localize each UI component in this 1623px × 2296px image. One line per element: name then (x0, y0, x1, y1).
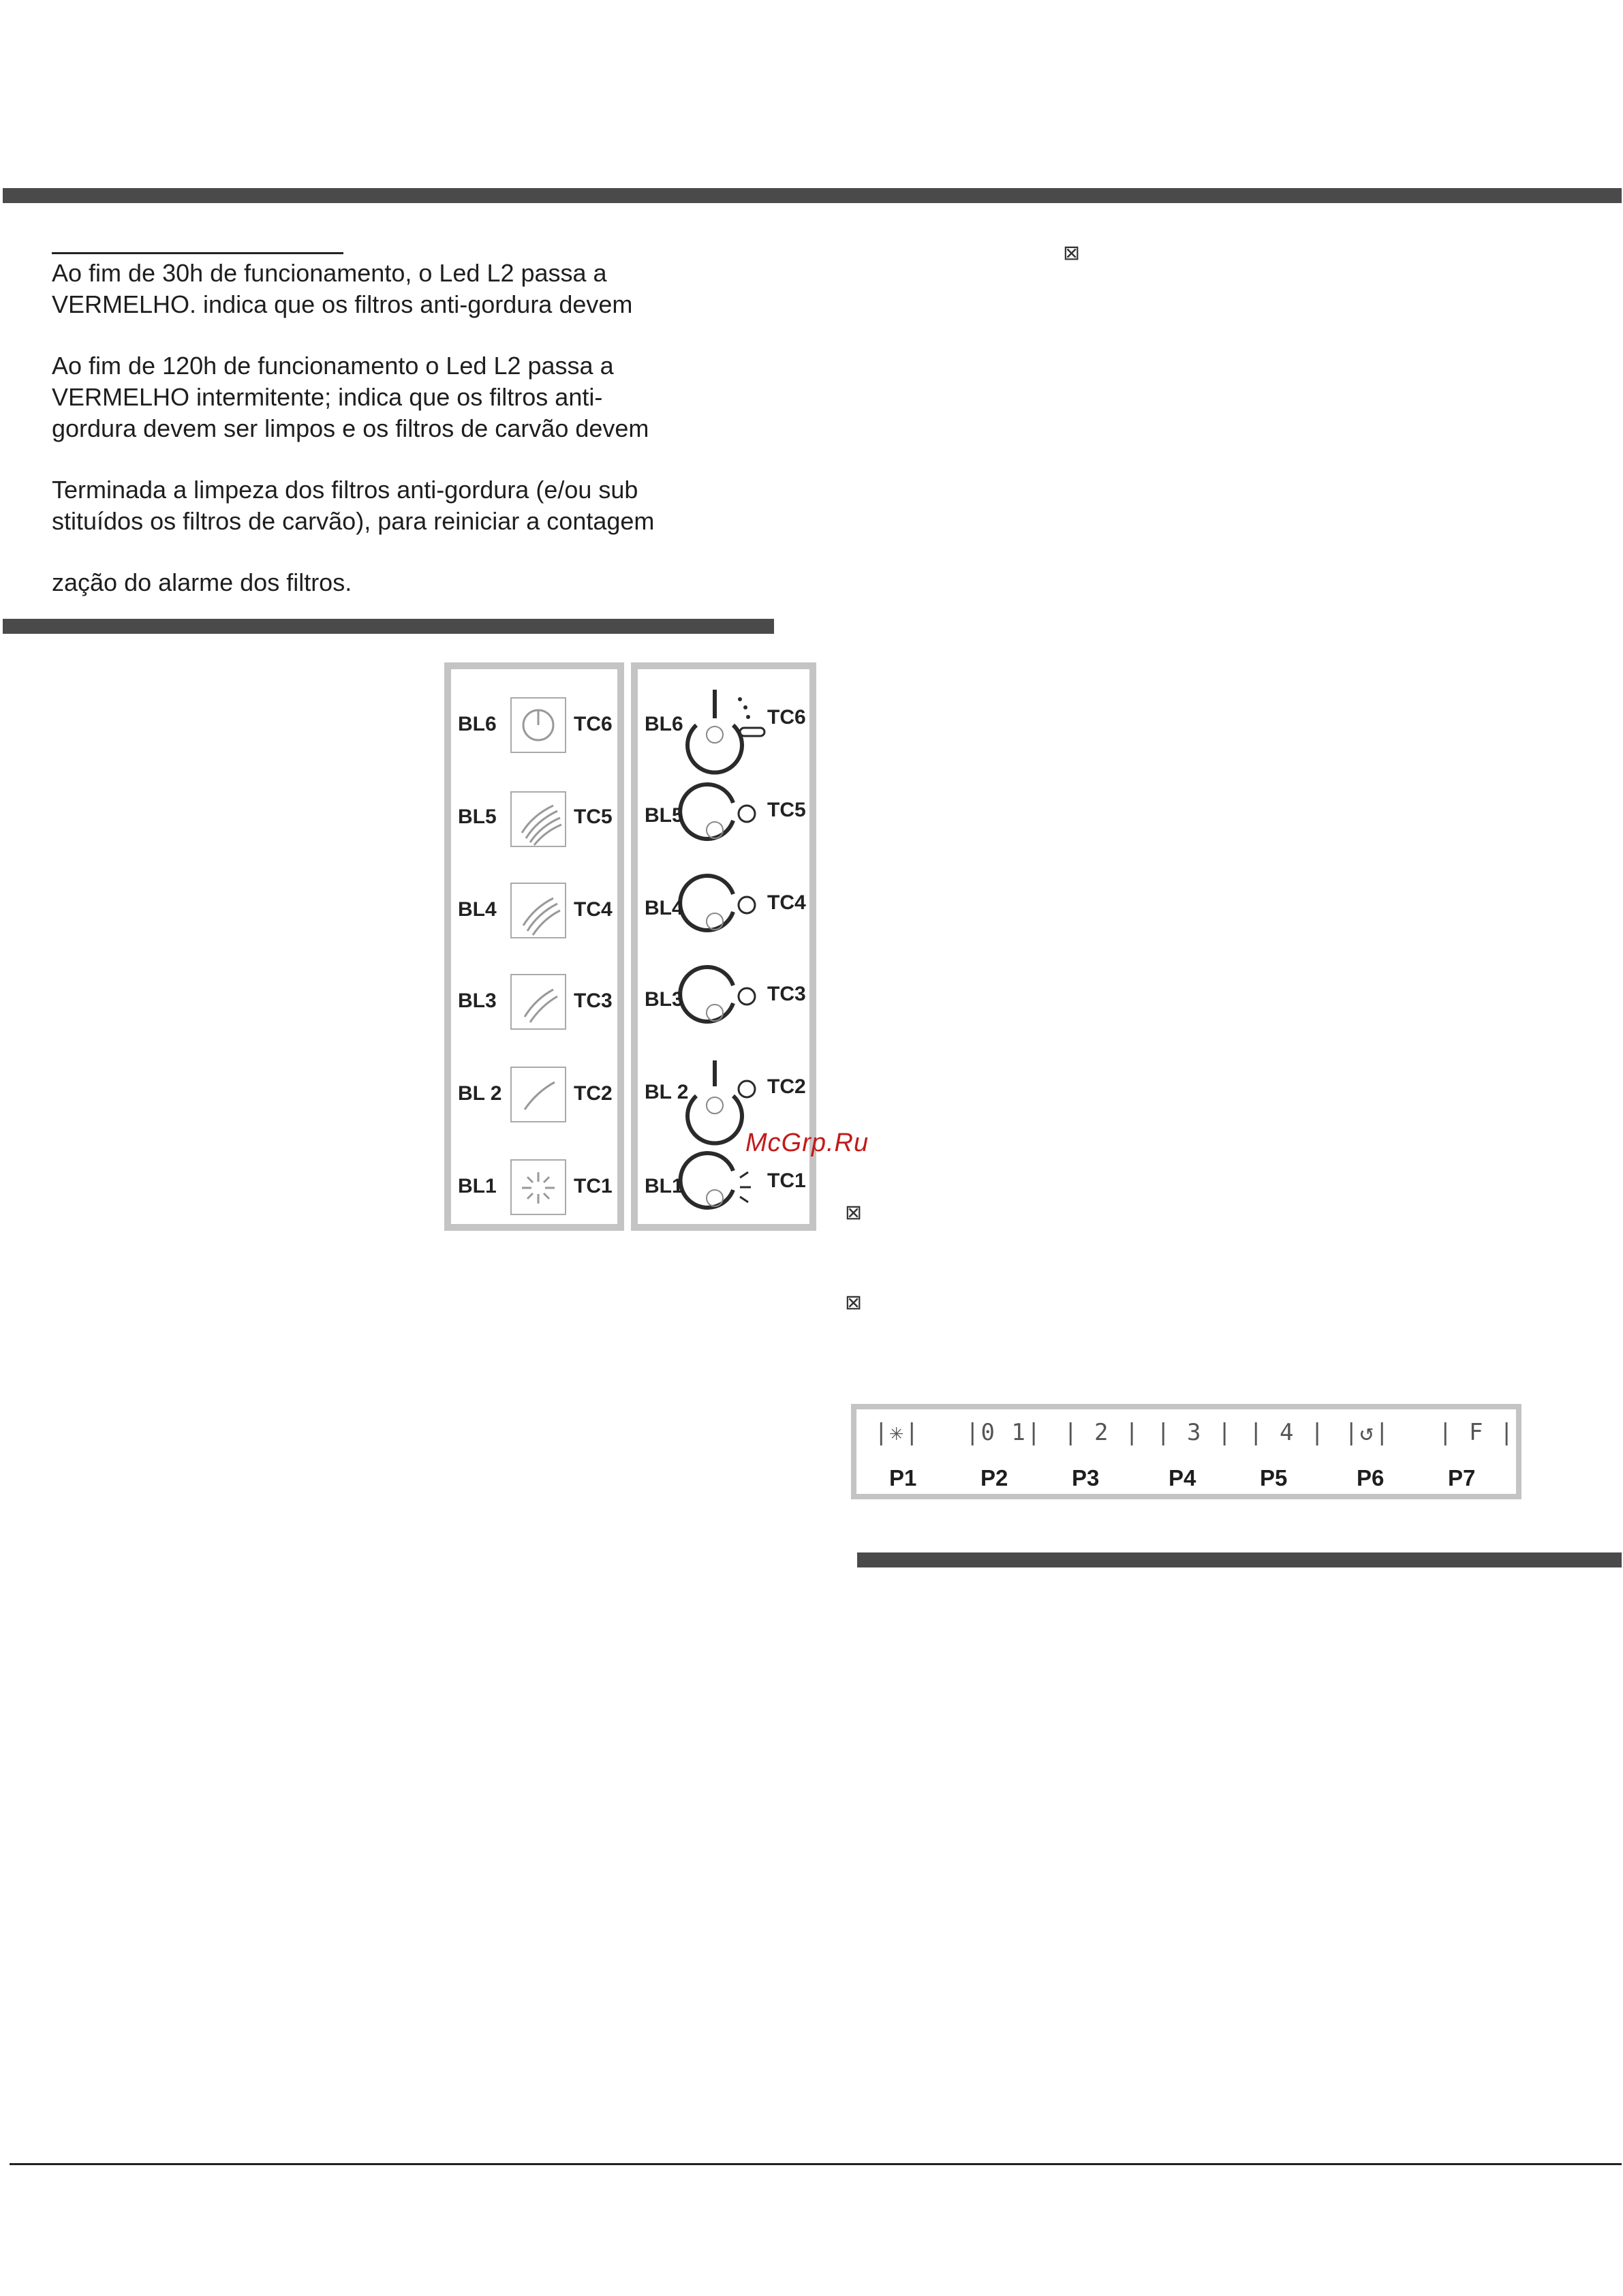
tc1-label: TC1 (574, 1175, 613, 1197)
r-tc6-label: TC6 (767, 706, 806, 729)
control-panel-left (444, 662, 624, 1231)
r-bl3-label: BL3 (645, 988, 683, 1011)
label-p3: P3 (1072, 1465, 1100, 1490)
bl1-label: BL1 (458, 1175, 497, 1197)
label-p4: P4 (1169, 1465, 1196, 1490)
section-title-underline (52, 252, 343, 254)
fan-speed-3-icon (523, 898, 560, 935)
fan-speed-4-icon (522, 806, 561, 845)
label-p6: P6 (1357, 1465, 1385, 1490)
missing-glyph-3: ⊠ (845, 1291, 863, 1314)
divider-bar-right (857, 1552, 1622, 1567)
r-bl6-label: BL6 (645, 713, 683, 735)
r-bl1-label: BL1 (645, 1175, 683, 1197)
tc6-label: TC6 (574, 713, 613, 735)
label-p1: P1 (889, 1465, 917, 1490)
r-bl5-label: BL5 (645, 804, 683, 827)
label-p2: P2 (980, 1465, 1008, 1490)
power-icon (523, 710, 553, 740)
fan-speed-1-icon (525, 1082, 555, 1109)
paragraph-reset: Terminada a limpeza dos filtros anti-gordura (e/ou sub stituídos os filtros de carvão), para reiniciar a contagem (52, 476, 655, 535)
r-tc4-label: TC4 (767, 891, 806, 914)
display-segment-p1: |✳| (874, 1419, 921, 1446)
bl6-label: BL6 (458, 713, 497, 735)
tc2-label: TC2 (574, 1082, 613, 1105)
display-panel (851, 1404, 1521, 1499)
display-segment-p7: | F | (1438, 1419, 1515, 1446)
panel-left-icons (451, 669, 617, 1224)
label-p5: P5 (1260, 1465, 1288, 1490)
display-segment-p3: | 2 | (1064, 1419, 1141, 1446)
missing-glyph-1: ⊠ (1063, 242, 1081, 264)
power-timer-icon (687, 725, 742, 773)
r-tc3-label: TC3 (767, 983, 806, 1005)
tc4-label: TC4 (574, 898, 613, 921)
display-segment-p6: |↺| (1344, 1419, 1391, 1446)
paragraph-30h: Ao fim de 30h de funcionamento, o Led L2 passa a VERMELHO. indica que os filtros anti-gordura devem (52, 259, 633, 318)
light-icon (522, 1172, 555, 1204)
footer-rule (10, 2163, 1622, 2165)
display-segment-p2: |0 1| (965, 1419, 1042, 1446)
bl2-label: BL 2 (458, 1082, 502, 1105)
bl3-label: BL3 (458, 990, 497, 1012)
missing-glyph-2: ⊠ (845, 1201, 863, 1224)
power-fan-ring (687, 1096, 742, 1144)
tc3-label: TC3 (574, 990, 613, 1012)
bl5-label: BL5 (458, 806, 497, 828)
fan-speed-2-icon (525, 990, 557, 1022)
r-tc5-label: TC5 (767, 799, 806, 821)
r-tc1-label: TC1 (767, 1169, 806, 1192)
display-segment-p5: | 4 | (1249, 1419, 1326, 1446)
paragraph-120h: Ao fim de 120h de funcionamento o Led L2 passa a VERMELHO intermitente; indica que os filtros anti- gordura devem ser limpos e os filtros de carvão devem (52, 352, 649, 442)
tc5-label: TC5 (574, 806, 613, 828)
watermark: McGrp.Ru (745, 1129, 869, 1157)
r-tc2-label: TC2 (767, 1075, 806, 1098)
r-bl2-label: BL 2 (645, 1081, 689, 1103)
display-segment-p4: | 3 | (1156, 1419, 1233, 1446)
paragraph-alarm: zação do alarme dos filtros. (52, 568, 352, 596)
divider-bar-left (3, 619, 774, 634)
r-bl4-label: BL4 (645, 897, 683, 919)
header-bar (3, 188, 1622, 203)
bl4-label: BL4 (458, 898, 497, 921)
label-p7: P7 (1448, 1465, 1476, 1490)
fan-icon (739, 806, 755, 1097)
